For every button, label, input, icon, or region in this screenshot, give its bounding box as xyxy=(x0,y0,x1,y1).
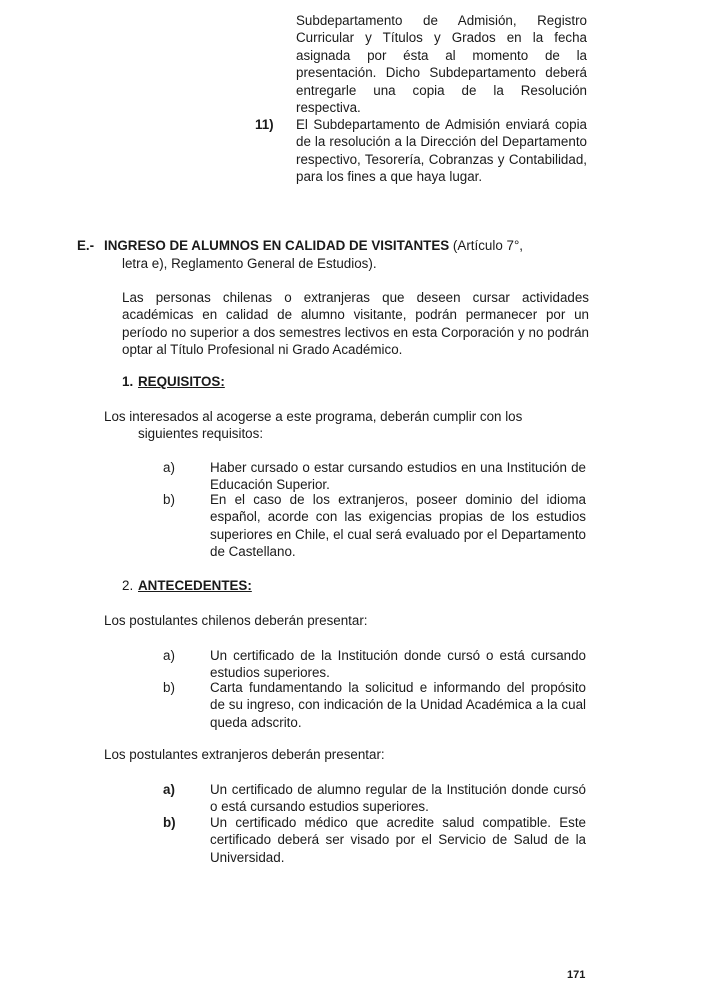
requisitos-intro-line2: siguientes requisitos: xyxy=(138,426,264,441)
item-11-text: El Subdepartamento de Admisión enviará copia de la resolución a la Dirección del Departamento respectivo, Tesorería, Cobranzas y Contabilidad, para los fines a que haya lugar. xyxy=(296,117,587,185)
antecedentes-chilenos-intro: Los postulantes chilenos deberán presentar: xyxy=(104,613,368,628)
extranjeros-b-text: Un certificado médico que acredite salud compatible. Este certificado deberá ser visado por el Servicio de Salud de la Universidad. xyxy=(210,815,586,865)
requisitos-number: 1. xyxy=(122,374,134,389)
requisitos-intro-line1: Los interesados al acogerse a este programa, deberán cumplir con los xyxy=(104,409,523,424)
section-e-heading xyxy=(104,237,594,254)
antecedentes-extranjeros-intro: Los postulantes extranjeros deberán presentar: xyxy=(104,747,385,762)
antecedentes-number: 2. xyxy=(122,578,134,593)
requisito-a-marker: a) xyxy=(163,460,175,475)
antecedentes-heading: ANTECEDENTES: xyxy=(138,578,252,593)
item-11-marker: 11) xyxy=(255,117,274,132)
chilenos-b-marker: b) xyxy=(163,680,175,695)
extranjeros-a-marker: a) xyxy=(163,782,175,797)
chilenos-a-text: Un certificado de la Institución donde cursó o está cursando estudios superiores. xyxy=(210,648,586,681)
section-e-intro: Las personas chilenas o extranjeras que deseen cursar actividades académicas en calidad de alumno visitante, podrán permanecer por un período no superior a dos semestres lectivos en esta Corporación y no podrán optar al Título Profesional ni Grado Académico. xyxy=(122,290,589,358)
section-e-title: INGRESO DE ALUMNOS EN CALIDAD DE VISITANTES xyxy=(104,238,450,253)
section-e-marker: E.- xyxy=(77,238,95,253)
chilenos-a-marker: a) xyxy=(163,648,175,663)
requisito-a-text: Haber cursado o estar cursando estudios en una Institución de Educación Superior. xyxy=(210,460,586,493)
section-e-title-reference: (Artículo 7°, xyxy=(449,238,524,253)
extranjeros-b-marker: b) xyxy=(163,815,176,830)
chilenos-b-text: Carta fundamentando la solicitud e informando del propósito de su ingreso, con indicación de la Unidad Académica a la cual queda adscrito. xyxy=(210,680,586,730)
extranjeros-a-text: Un certificado de alumno regular de la Institución donde cursó o está cursando estudios superiores. xyxy=(210,782,586,815)
section-e-title-line2: letra e), Reglamento General de Estudios). xyxy=(122,256,377,271)
item-10-continuation: Subdepartamento de Admisión, Registro Curricular y Títulos y Grados en la fecha asignada por ésta al momento de la presentación. Dicho Subdepartamento deberá entregarle una copia de la Resolución respectiva. xyxy=(296,13,587,116)
page-number: 171 xyxy=(567,969,586,981)
requisito-b-text: En el caso de los extranjeros, poseer dominio del idioma español, acorde con las exigencias propias de los estudios superiores en Chile, el cual será evaluado por el Departamento de Castellano. xyxy=(210,492,586,560)
requisito-b-marker: b) xyxy=(163,492,175,507)
requisitos-heading: REQUISITOS: xyxy=(138,374,225,389)
